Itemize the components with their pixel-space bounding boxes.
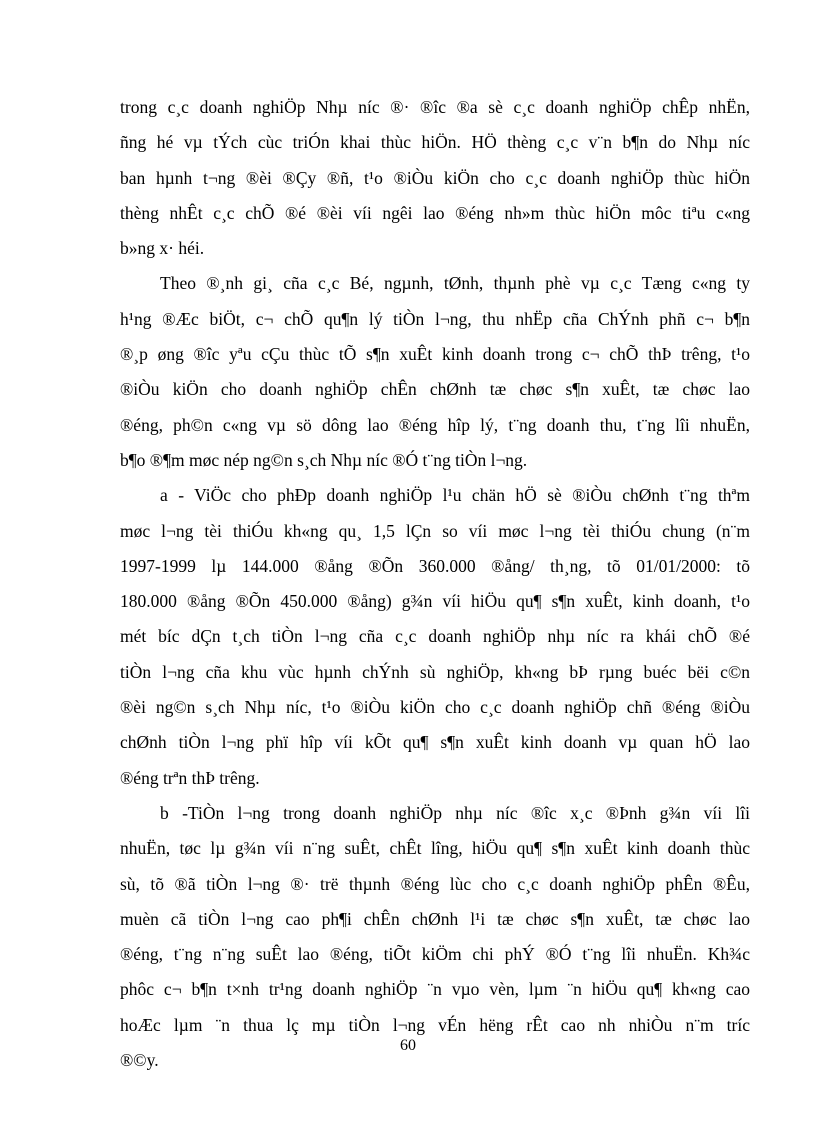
- text-line: ñng hé vµ tÝch cùc triÓn khai thùc hiÖn. HÖ thèng c¸c v¨n b¶n do Nhµ níc: [120, 132, 750, 153]
- text-line: Theo ®¸nh gi¸ cña c¸c Bé, ngµnh, tØnh, thµnh phè vµ c¸c Tæng c«ng ty: [160, 273, 750, 294]
- text-line: nhuËn, tøc lµ g¾n víi n¨ng suÊt, chÊt lîng, hiÖu qu¶ s¶n xuÊt kinh doanh thùc: [120, 838, 750, 859]
- text-line: hoÆc lµm ¨n thua lç mµ tiÒn l¬ng vÉn hëng rÊt cao nh nhiÒu n¨m tríc: [120, 1014, 750, 1035]
- text-line: ®iÒu kiÖn cho doanh nghiÖp chÊn chØnh tæ chøc s¶n xuÊt, tæ chøc lao: [120, 379, 750, 400]
- text-line: b¶o ®¶m møc nép ng©n s¸ch Nhµ níc ®Ó t¨ng tiÒn l¬ng.: [120, 449, 528, 470]
- text-line: b»ng x· héi.: [120, 238, 205, 259]
- text-line: sù, tõ ®ã tiÒn l¬ng ®· trë thµnh ®éng lùc cho c¸c doanh nghiÖp phÊn ®Êu,: [120, 873, 750, 894]
- text-line: ®©y.: [120, 1050, 159, 1071]
- text-line: ®éng, t¨ng n¨ng suÊt lao ®éng, tiÕt kiÖm chi phÝ ®Ó t¨ng lîi nhuËn. Kh¾c: [120, 944, 750, 965]
- text-line: ®èi ng©n s¸ch Nhµ níc, t¹o ®iÒu kiÖn cho c¸c doanh nghiÖp chñ ®éng ®iÒu: [120, 697, 750, 718]
- page-number: 60: [400, 1037, 416, 1054]
- text-line: chØnh tiÒn l¬ng phï hîp víi kÕt qu¶ s¶n xuÊt kinh doanh vµ quan hÖ lao: [120, 732, 750, 753]
- text-line: 1997-1999 lµ 144.000 ®ång ®Õn 360.000 ®ång/ th¸ng, tõ 01/01/2000: tõ: [120, 555, 750, 576]
- text-line: thèng nhÊt c¸c chÕ ®é ®èi víi ngêi lao ®éng nh»m thùc hiÖn môc tiªu c«ng: [120, 202, 750, 223]
- text-line: h¹ng ®Æc biÖt, c¬ chÕ qu¶n lý tiÒn l¬ng, thu nhËp cña ChÝnh phñ c¬ b¶n: [120, 308, 750, 329]
- text-line: muèn cã tiÒn l¬ng cao ph¶i chÊn chØnh l¹i tæ chøc s¶n xuÊt, tæ chøc lao: [120, 908, 750, 929]
- text-line: ban hµnh t¬ng ®èi ®Çy ®ñ, t¹o ®iÒu kiÖn cho c¸c doanh nghiÖp thùc hiÖn: [120, 167, 750, 188]
- text-line: ®éng trªn thÞ trêng.: [120, 767, 260, 788]
- text-line: phôc c¬ b¶n t×nh tr¹ng doanh nghiÖp ¨n vµo vèn, lµm ¨n hiÖu qu¶ kh«ng cao: [120, 979, 750, 1000]
- text-line: tiÒn l¬ng cña khu vùc hµnh chÝnh sù nghiÖp, kh«ng bÞ rµng buéc bëi c©n: [120, 661, 750, 682]
- text-line: b -TiÒn l¬ng trong doanh nghiÖp nhµ níc ®îc x¸c ®Þnh g¾n víi lîi: [160, 802, 750, 823]
- text-line: ®éng, ph©n c«ng vµ sö dông lao ®éng hîp lý, t¨ng doanh thu, t¨ng lîi nhuËn,: [120, 414, 750, 435]
- text-line: 180.000 ®ång ®Õn 450.000 ®ång) g¾n víi hiÖu qu¶ s¶n xuÊt, kinh doanh, t¹o: [120, 591, 750, 612]
- text-line: a - ViÖc cho phÐp doanh nghiÖp l¹u chän hÖ sè ®iÒu chØnh t¨ng thªm: [160, 485, 750, 506]
- text-line: mét bíc dÇn t¸ch tiÒn l¬ng cña c¸c doanh nghiÖp nhµ níc ra khái chÕ ®é: [120, 626, 750, 647]
- text-line: trong c¸c doanh nghiÖp Nhµ níc ®· ®îc ®a sè c¸c doanh nghiÖp chÊp nhËn,: [120, 97, 750, 117]
- body-text: [120, 90, 750, 1078]
- text-line: ®¸p øng ®îc yªu cÇu thùc tÕ s¶n xuÊt kinh doanh trong c¬ chÕ thÞ trêng, t¹o: [120, 344, 750, 365]
- text-line: møc l¬ng tèi thiÓu kh«ng qu¸ 1,5 lÇn so víi møc l¬ng tèi thiÓu chung (n¨m: [120, 520, 750, 541]
